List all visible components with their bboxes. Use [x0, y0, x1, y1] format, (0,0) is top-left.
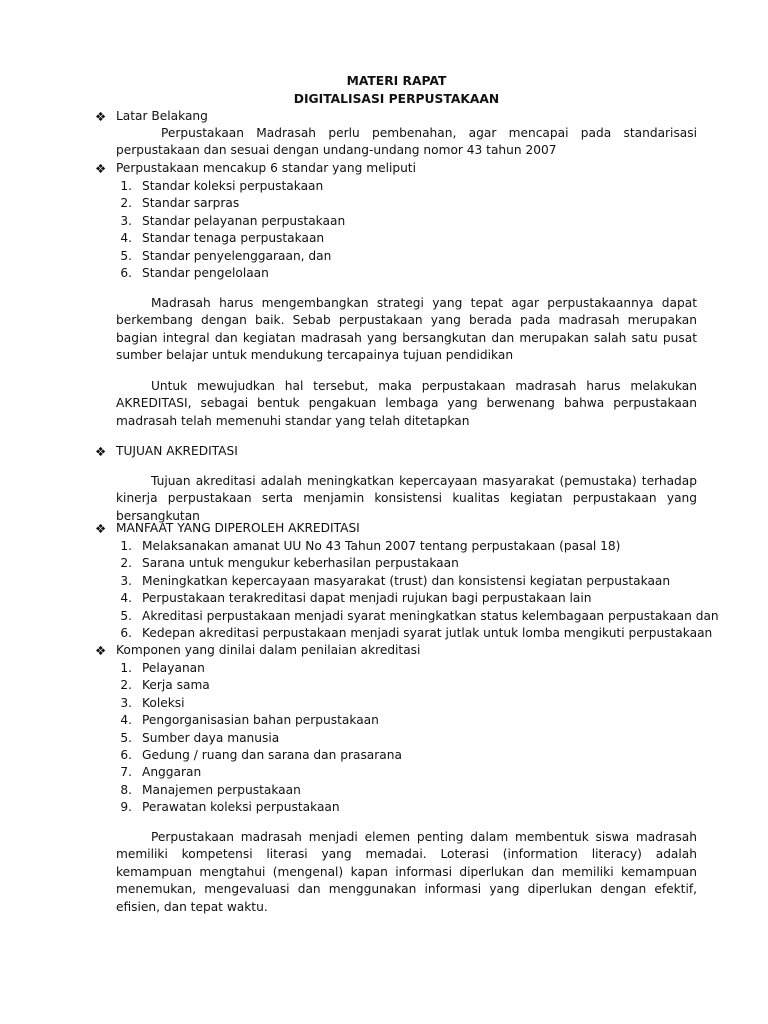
list-item-number: 9. — [120, 800, 132, 815]
list-item-number: 1. — [120, 661, 132, 675]
list-item-number: 5. — [120, 608, 132, 623]
diamond-bullet-icon: ❖ — [95, 643, 107, 658]
diamond-bullet-icon: ❖ — [95, 109, 107, 124]
list-item-text: Melaksanakan amanat UU No 43 Tahun 2007 tentang perpustakaan (pasal 18) — [142, 539, 621, 553]
list-item-text: Meningkatkan kepercayaan masyarakat (trust) dan konsistensi kegiatan perpustakaan — [142, 573, 671, 588]
list-item-number: 4. — [120, 591, 132, 606]
section-heading: Latar Belakang — [116, 109, 208, 123]
list-item-number: 7. — [120, 765, 132, 780]
list-item-text: Sarana untuk mengukur keberhasilan perpustakaan — [142, 556, 459, 571]
section-heading: MANFAAT YANG DIPEROLEH AKREDITASI — [116, 521, 360, 535]
section-heading: Perpustakaan mencakup 6 standar yang meliputi — [116, 161, 416, 175]
list-item-text: Perawatan koleksi perpustakaan — [142, 800, 340, 815]
list-item-number: 4. — [120, 713, 132, 728]
list-item-number: 5. — [120, 248, 132, 263]
paragraph-tujuan: Tujuan akreditasi adalah meningkatkan kepercayaan masyarakat (pemustaka) terhadap kinerja perpustakaan serta menjamin konsistensi kualitas kegiatan perpustakaan yang bersangkutan — [116, 474, 697, 523]
list-item-number: 3. — [120, 695, 132, 710]
list-item-text: Anggaran — [142, 765, 202, 780]
list-item-number: 6. — [120, 625, 132, 640]
list-item-number: 2. — [120, 196, 132, 211]
diamond-bullet-icon: ❖ — [95, 521, 107, 536]
list-item-number: 8. — [120, 782, 132, 797]
list-item-number: 5. — [120, 730, 132, 745]
list-item-text: Perpustakaan terakreditasi dapat menjadi rujukan bagi perpustakaan lain — [142, 591, 592, 606]
list-item-text: Pengorganisasian bahan perpustakaan — [142, 713, 379, 728]
list-item-text: Koleksi — [142, 695, 185, 710]
paragraph-latar-belakang: Perpustakaan Madrasah perlu pembenahan, agar mencapai pada standarisasi perpustakaan dan sesuai dengan undang-undang nomor 43 tahun 2007 — [116, 126, 697, 158]
list-item-number: 1. — [120, 179, 132, 193]
list-item-text: Kerja sama — [142, 678, 210, 693]
diamond-bullet-icon: ❖ — [95, 161, 107, 176]
list-item-number: 2. — [120, 678, 132, 693]
list-item-number: 6. — [120, 265, 132, 280]
list-item-text: Standar pengelolaan — [142, 265, 269, 280]
list-item-number: 3. — [120, 213, 132, 228]
list-item-text: Gedung / ruang dan sarana dan prasarana — [142, 747, 402, 762]
list-item-text: Standar pelayanan perpustakaan — [142, 213, 346, 228]
list-item-text: Standar penyelenggaraan, dan — [142, 248, 332, 263]
list-item-text: Standar koleksi perpustakaan — [142, 179, 324, 193]
list-item-number: 4. — [120, 231, 132, 246]
list-item-text: Kedepan akreditasi perpustakaan menjadi syarat jutlak untuk lomba mengikuti perpustakaan — [142, 625, 713, 640]
list-item-number: 6. — [120, 747, 132, 762]
list-item-text: Standar sarpras — [142, 196, 240, 211]
diamond-bullet-icon: ❖ — [95, 444, 107, 459]
list-item-text: Manajemen perpustakaan — [142, 782, 301, 797]
paragraph-strategi: Madrasah harus mengembangkan strategi yang tepat agar perpustakaannya dapat berkembang dengan baik. Sebab perpustakaan yang berada pada madrasah merupakan bagian integral dan kegiatan madrasah yang bersangkutan dan merupakan salah satu pusat sumber belajar untuk mendukung tercapainya tujuan pendidikan — [116, 296, 697, 363]
section-heading: Komponen yang dinilai dalam penilaian akreditasi — [116, 643, 421, 657]
document-subtitle: DIGITALISASI PERPUSTAKAAN — [293, 92, 500, 106]
list-item-number: 1. — [120, 539, 132, 553]
list-item-number: 2. — [120, 556, 132, 571]
list-item-number: 3. — [120, 573, 132, 588]
list-item-text: Pelayanan — [142, 661, 205, 675]
paragraph-literasi: Perpustakaan madrasah menjadi elemen penting dalam membentuk siswa madrasah memiliki kompetensi literasi yang memadai. Loterasi (information literacy) adalah kemampuan mengtahui (mengenal) kapan informasi diperlukan dan memiliki kemampuan menemukan, mengevaluasi dan menggunakan informasi yang diperlukan dengan efektif, efisien, dan tepat waktu. — [116, 830, 697, 914]
document-title: MATERI RAPAT — [346, 74, 447, 88]
list-item-text: Standar tenaga perpustakaan — [142, 231, 325, 246]
list-item-text: Akreditasi perpustakaan menjadi syarat meningkatkan status kelembagaan perpustakaan dan — [142, 608, 719, 623]
section-heading: TUJUAN AKREDITASI — [116, 444, 238, 458]
paragraph-akreditasi: Untuk mewujudkan hal tersebut, maka perpustakaan madrasah harus melakukan AKREDITASI, sebagai bentuk pengakuan lembaga yang berwenang bahwa perpustakaan madrasah telah memenuhi standar yang telah ditetapkan — [116, 379, 697, 428]
list-item-text: Sumber daya manusia — [142, 730, 280, 745]
